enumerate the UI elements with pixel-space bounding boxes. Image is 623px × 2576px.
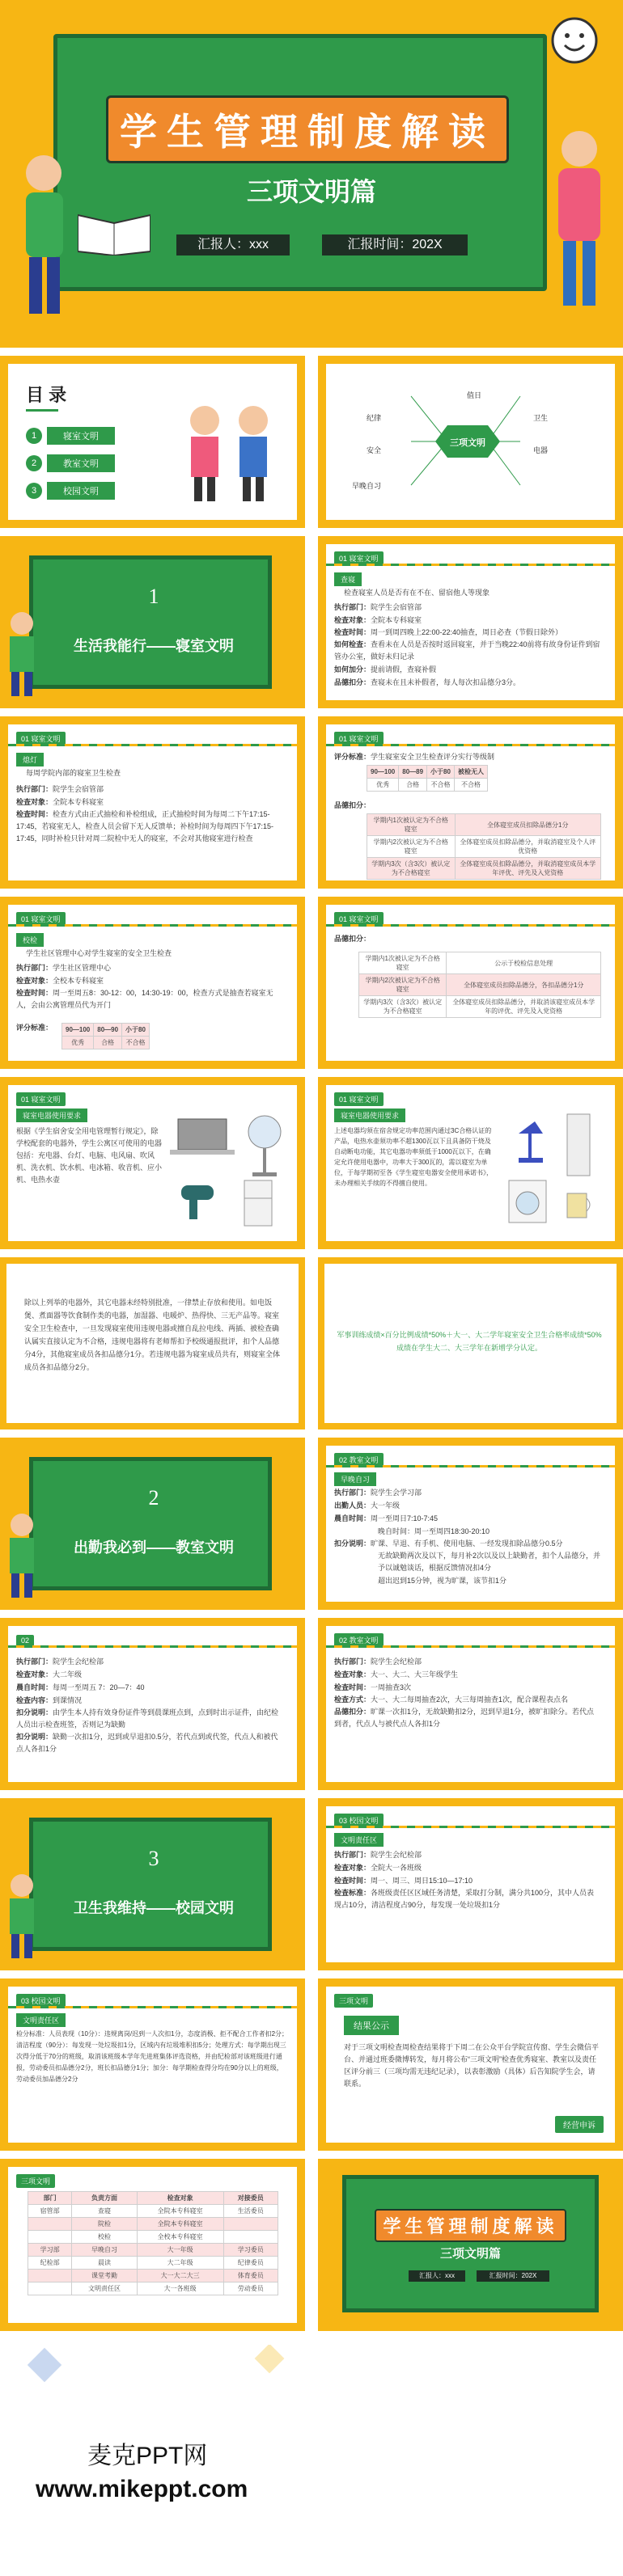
section2-board bbox=[29, 1457, 272, 1590]
section3-slide bbox=[0, 1798, 305, 1970]
section1-board bbox=[29, 555, 272, 689]
duty-table: 部门 负责方面 检查对象 对接委员 宿管部 查寝 全院本专科寝室 生活委员 院检 全院本专科寝室 校检 全校本专科寝室 学习部 早晚自习 大一年级 学习委员 纪检部 晨读 大二年级 纪律委员 课堂考勤 大一大二大三 体育委员 文明责任区 大一各班级 劳动委员 bbox=[28, 2191, 278, 2295]
criteria-text: 检分标准：人员表现（10分）：违规离岗/迟到一人次扣1分，态度消极、拒不配合工作者扣2分；清洁程度（90分）：每发现一处垃圾扣1分，区域内有垃圾堆积扣5分；处理方式：每学期出现三次得分低于70分的班级，取消该班级本学年先进班集体评选资格，并由纪检部对该班级进行通报，劳动委员扣品德分2分，班长扣品德分1分；加分：每学期检查得分均在90分以上的班级，劳动委员加品德分2分 bbox=[16, 2030, 289, 2083]
end-reporter: 汇报人：xxx bbox=[409, 2270, 465, 2282]
slide-tag: 熄灯 bbox=[16, 753, 44, 766]
penalty-text: 除以上列举的电器外，其它电器未经特别批准，一律禁止存放和使用。如电饭煲、煮面器等饮食制作类的电器，加湿器、电暖炉、热得快、三无产品等。寝室安全卫生检查中，一旦发现寝室使用违规电器或擅自乱拉电线、两插、被检查确认属实直接认定为不合格，违规电器将有老师帮扣予校级通报批评，扣个人品德分4分，其他寝室成员各扣品德分1分。若违规电器为寝室成员共有，则寝室全体成员各扣品德分2分。 bbox=[24, 1299, 281, 1371]
toc-slide bbox=[0, 356, 305, 528]
spoke-label: 卫生 bbox=[533, 414, 549, 422]
section3-board bbox=[29, 1818, 272, 1951]
water-dispenser-icon bbox=[562, 1113, 595, 1181]
intro-text: 检查寝室人员是否有在不在、留宿他人等现象 bbox=[344, 589, 490, 597]
slide-chip: 01 寝室文明 bbox=[334, 551, 384, 565]
s1b-slide: 01 寝室文明 查寝 检查寝室人员是否有在不在、留宿他人等现象 执行部门：院学生会宿管部 检查对象：全院本专科寝室 检查时间：周一到周四晚上22:00-22:40抽查，周日必查（节假日除外） 如何检查：查看未在人员是否按时返回寝室，并于当晚22:40前将有故身份证件到宿管办公室，做好未归记录 如何加分：提前请假，查寝补假 品德扣分：查寝未在且未补假者，每人每次扣品德分3分。 bbox=[318, 536, 623, 708]
cover-title-text: 学生管理制度解读 bbox=[106, 95, 509, 163]
appeal-button[interactable]: 经营申诉 bbox=[555, 2116, 604, 2133]
section3-num: 3 bbox=[148, 1847, 159, 1870]
spoke-label: 纪律 bbox=[367, 414, 382, 422]
footer-brand: 麦克PPT网 bbox=[87, 2443, 208, 2469]
deduct-label: 品德扣分： bbox=[334, 935, 371, 943]
s4a-slide bbox=[0, 1077, 305, 1249]
slide-tag: 结果公示 bbox=[344, 2016, 399, 2035]
toc-label: 寝室文明 bbox=[47, 427, 115, 445]
fan-icon bbox=[244, 1114, 285, 1183]
slide-chip: 03 校园文明 bbox=[16, 1994, 66, 2008]
washer-icon bbox=[507, 1179, 548, 1228]
smiley-icon bbox=[550, 16, 599, 69]
end-subtitle: 三项文明篇 bbox=[439, 2247, 501, 2261]
slide-tag: 查寝 bbox=[334, 572, 362, 586]
s3a-slide: 01 寝室文明 校检 学生社区管理中心对学生寝室的安全卫生检查 执行部门：学生社区管理中心 检查对象：全校本专科寝室 检查时间：周一至周五8：30-12：00，14:30-19：00，检查方式是抽查若寝室无人，会由公寓管理员代为开门 评分标准： 90—100 80—90 小于80 优秀 合格 不合格 bbox=[0, 897, 305, 1069]
slide-chip: 01 寝室文明 bbox=[334, 1092, 384, 1106]
diagram-slide bbox=[318, 356, 623, 528]
slide-chip: 02 bbox=[16, 1635, 34, 1646]
s9b-slide bbox=[318, 1978, 623, 2151]
s7b-slide: 02 教室文明 执行部门：院学生会纪检部 检查对象：大一、大二、大三年级学生 检查时间：一周抽查3次 检查方式：大一、大二每周抽查2次，大三每周抽查1次，配合课程表点名 品德扣分：旷课一次扣1分，无故缺勤扣2分，迟到早退1分，被旷扣除分。若代点到者，代点人与被代点人各扣1分 bbox=[318, 1618, 623, 1790]
cover-slide bbox=[0, 0, 623, 348]
s2b-slide: 01 寝室文明 评分标准：学生寝室安全卫生检查评分实行等级制 90—100 80—89 小于80 被检无人 优秀 合格 不合格 不合格 品德扣分： 学期内1次被认定为不合格寝室 全体寝室成员扣除品德分1分 学期内2次被认定为不合格寝室 全体寝室成员扣除品德分，并取消寝室及个人评优资格 学期内3次（含3次）被认定为不合格寝室 全体寝室成员扣除品德分，并取消寝室成员本学年评优、评先及入党资格 bbox=[318, 716, 623, 889]
s9a-slide bbox=[0, 1978, 305, 2151]
slide-tag: 文明责任区 bbox=[16, 2013, 66, 2027]
slide-tag: 校检 bbox=[16, 933, 44, 947]
toc-num: 2 bbox=[26, 455, 42, 471]
slide-tag: 文明责任区 bbox=[334, 1833, 384, 1847]
appliance-text: 根据《学生宿舍安全用电管理暂行规定》，除学校配套的电器外，学生公寓区可使用的电器包括：充电器、台灯、电脑、电风扇、吹风机、洗衣机、饮水机、电冰箱、收音机、应小机、电热水壶 bbox=[16, 1127, 163, 1184]
toc-item-2[interactable] bbox=[26, 454, 115, 472]
slide-chip: 01 寝室文明 bbox=[16, 732, 66, 745]
appliance-text: 上述电器均须在宿舍规定功率范围内通过3C合格认证的产品，电热水壶须功率不超1300瓦以下且具备防干烧及自动断电功能，其它电器功率须低于1000瓦以下，在确定允许使用电器中，功率大于300瓦的，需以寝室为单位，于每学期初至各《学生寝室电器安全使用承诺书》，未办理相关手续的不得擅自使用。 bbox=[334, 1127, 493, 1187]
end-slide bbox=[318, 2159, 623, 2331]
rating-table: 90—100 80—89 小于80 被检无人 优秀 合格 不合格 不合格 bbox=[367, 765, 488, 792]
deduct-label: 品德扣分： bbox=[334, 801, 371, 809]
section3-title: 卫生我维持——校园文明 bbox=[74, 1900, 234, 1916]
end-chalkboard bbox=[342, 2175, 599, 2312]
student-illustration bbox=[2, 1871, 42, 1964]
laptop-icon bbox=[170, 1117, 235, 1162]
toc-label: 教室文明 bbox=[47, 454, 115, 472]
section1-title: 生活我能行——寝室文明 bbox=[74, 638, 234, 654]
footer bbox=[0, 2345, 623, 2576]
rating-table: 90—100 80—90 小于80 优秀 合格 不合格 bbox=[61, 1023, 150, 1049]
slide-chip: 01 寝室文明 bbox=[334, 732, 384, 745]
toc-heading: 目 录 bbox=[26, 385, 67, 405]
section2-slide bbox=[0, 1438, 305, 1610]
slide-tag: 寝室电器使用要求 bbox=[16, 1109, 87, 1122]
cover-time: 汇报时间：202X bbox=[322, 234, 468, 255]
slide-chip: 01 寝室文明 bbox=[16, 1092, 66, 1106]
kids-illustration bbox=[176, 396, 282, 513]
kettle-icon bbox=[562, 1185, 595, 1225]
intro-text: 每周学院内部的寝室卫生检查 bbox=[26, 769, 121, 777]
slide-tag: 早晚自习 bbox=[334, 1472, 376, 1486]
publicity-text: 对于三项文明检查周检查结果将于下周二在公众平台学院宣传窗、学生会微信平台、并通过班委微博转发，每月将公布“三项文明”检查优秀寝室、教室以及责任区评分前三（三项均需无违纪记录），以表彰激励（具体）后告知院学生会，请联系。 bbox=[344, 2043, 600, 2088]
s8b-slide: 03 校园文明 文明责任区 执行部门：院学生会纪检部 检查对象：全院大一各班级 检查时间：周一、周三、周日15:10—17:10 检查标准：各班级责任区区域任务清楚，采取打分制，满分共100分，其中人员表现占10分，清洁程度占90分，每发现一处垃圾扣1分 bbox=[318, 1798, 623, 1970]
spoke-label: 值日 bbox=[467, 391, 482, 399]
hub-label: 三项文明 bbox=[450, 438, 485, 448]
toc-item-1[interactable] bbox=[26, 427, 115, 445]
open-book-illustration bbox=[78, 207, 150, 260]
cover-title bbox=[81, 95, 534, 163]
rating-label: 评分标准： bbox=[16, 1024, 53, 1032]
end-time: 汇报时间：202X bbox=[477, 2270, 549, 2282]
s10a-slide bbox=[0, 2159, 305, 2331]
slide-chip: 01 寝室文明 bbox=[16, 912, 66, 926]
footer-url[interactable]: www.mikeppt.com bbox=[36, 2476, 248, 2502]
slide-chip: 三项文明 bbox=[16, 2174, 55, 2188]
spoke-label: 电器 bbox=[533, 446, 549, 454]
s2a-slide: 01 寝室文明 熄灯 每周学院内部的寝室卫生检查 执行部门：院学生会宿管部 检查对象：全院本专科寝室 检查时间：检查方式由正式抽检和补检组成，正式抽检时间为每周二下午17:15-17:45，若寝室无人，检查人员会留下无人反馈单；补检时间为每周四下午17:15-17:45，同时补检只针对周二院检中无人的寝室，不会对其他寝室进行检查 bbox=[0, 716, 305, 889]
toc-num: 3 bbox=[26, 483, 42, 499]
s3b-slide bbox=[318, 897, 623, 1069]
student-illustration bbox=[2, 1510, 42, 1603]
toc-label: 校园文明 bbox=[47, 482, 115, 500]
slide-chip: 三项文明 bbox=[334, 1994, 373, 2008]
slide-chip: 02 教室文明 bbox=[334, 1453, 384, 1467]
intro-text: 学生社区管理中心对学生寝室的安全卫生检查 bbox=[26, 949, 172, 957]
fridge-icon bbox=[243, 1179, 275, 1231]
lamp-icon bbox=[511, 1117, 551, 1170]
s5b-slide bbox=[318, 1257, 623, 1429]
score-text: 军事训练成绩×百分比例成绩*50%＋大一、大二学年寝室安全卫生合格率成绩*50% 成绩在学生大二、大三学年在新增学分认定。 bbox=[337, 1331, 602, 1352]
section1-num: 1 bbox=[148, 585, 159, 608]
spoke-label: 早晚自习 bbox=[352, 482, 382, 490]
spoke-label: 安全 bbox=[367, 446, 382, 454]
decor-diamond-left bbox=[28, 2348, 61, 2382]
slide-chip: 03 校园文明 bbox=[334, 1814, 384, 1827]
s7a-slide: 02 执行部门：院学生会纪检部 检查对象：大二年级 晨自时间：每周一至周五 7：20—7：40 检查内容：到课情况 扣分说明：由学生本人持有效身份证件等到晨课班点到，点到时出示证件，由纪检人员出示检查班签，否则记为缺勤 扣分说明：缺勤一次扣1分，迟到或早退扣0.5分，若代点到或代签，代点人和被代点人各扣1分 bbox=[0, 1618, 305, 1790]
decor-diamond-right bbox=[255, 2345, 285, 2373]
s6b-slide: 02 教室文明 早晚自习 执行部门：院学生会学习部 出勤人员：大一年级 晨自时间：周一至周日7:10-7:45 晚自时间：周一至周四18:30-20:10 扣分说明：旷课、早退、有手机、使用电脑、一经发现扣除品德分0.5分 无故缺勤两次及以下，每月补2次以及以上缺勤者，扣个人品德分，并予以诚勉谈话，根据反馈情况扣4分 超出迟到15分钟，视为旷课，该节扣1分 bbox=[318, 1438, 623, 1610]
section2-num: 2 bbox=[148, 1486, 159, 1510]
slide-chip: 01 寝室文明 bbox=[334, 912, 384, 926]
section1-slide bbox=[0, 536, 305, 708]
deduct-table: 学期内1次被认定为不合格寝室 全体寝室成员扣除品德分1分 学期内2次被认定为不合格寝室 全体寝室成员扣除品德分，并取消寝室及个人评优资格 学期内3次（含3次）被认定为不合格寝室 全体寝室成员扣除品德分，并取消寝室成员本学年评优、评先及入党资格 bbox=[367, 813, 601, 880]
s5a-slide bbox=[0, 1257, 305, 1429]
s4b-slide bbox=[318, 1077, 623, 1249]
cover-reporter: 汇报人：xxx bbox=[176, 234, 290, 255]
cover-subtitle: 三项文明篇 bbox=[246, 177, 376, 206]
student-illustration bbox=[2, 609, 42, 702]
end-title: 学生管理制度解读 bbox=[375, 2209, 566, 2242]
section2-title: 出勤我必到——教室文明 bbox=[74, 1539, 234, 1556]
slide-chip: 02 教室文明 bbox=[334, 1633, 384, 1647]
toc-num: 1 bbox=[26, 428, 42, 444]
deduct-table: 学期内1次被认定为不合格寝室 公示于校检信息处理 学期内2次被认定为不合格寝室 全体寝室成员扣除品德分，各扣品德分1分 学期内3次（含3次）被认定为不合格寝室 全体寝室成员扣除品德分，并取消该寝室成员本学年的评优、评先及入党资格 bbox=[358, 952, 601, 1018]
student-girl-illustration bbox=[547, 121, 612, 315]
slide-tag: 寝室电器使用要求 bbox=[334, 1109, 405, 1122]
student-boy-illustration bbox=[11, 146, 76, 323]
toc-item-3[interactable] bbox=[26, 482, 115, 500]
hairdryer-icon bbox=[178, 1180, 218, 1225]
